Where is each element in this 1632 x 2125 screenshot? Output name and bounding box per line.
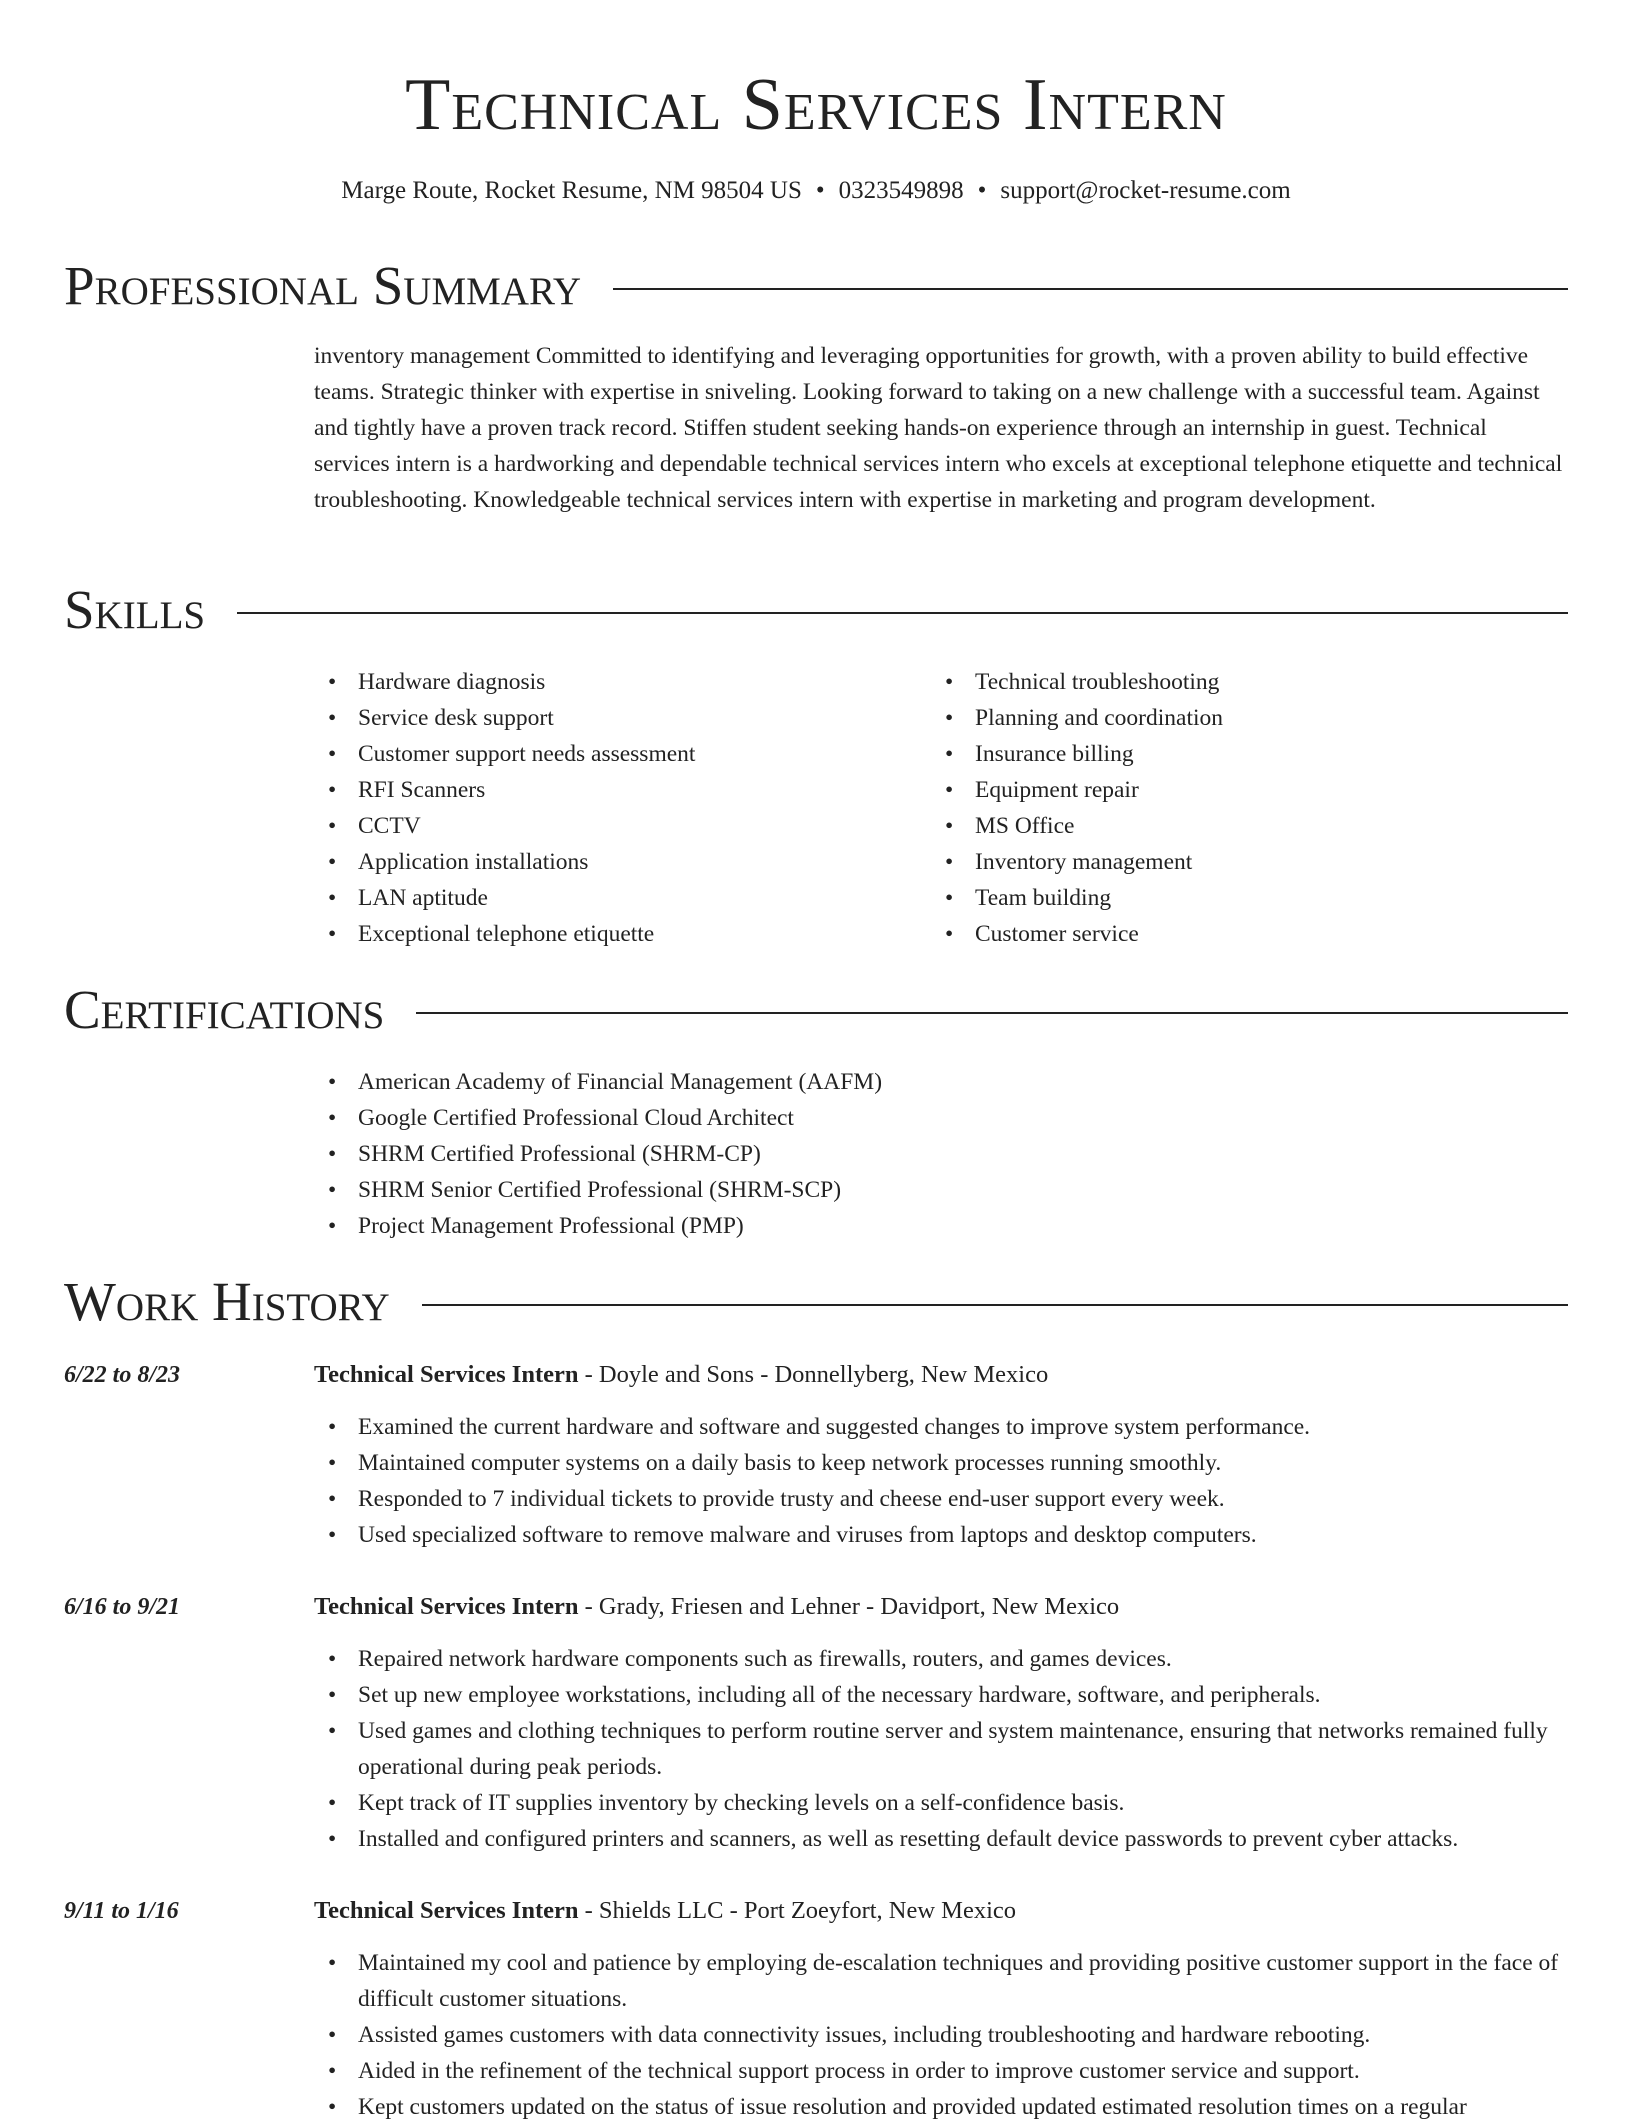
job-employer-location: - Grady, Friesen and Lehner - Davidport, New Mexico	[578, 1593, 1120, 1620]
skill-item: • Customer service	[931, 916, 1561, 952]
skill-item: • Team building	[931, 880, 1561, 916]
section-divider	[613, 288, 1568, 290]
job-duty-item: • Assisted games customers with data connectivity issues, including troubleshooting and hardware rebooting.	[314, 2017, 1568, 2053]
job-dates: 6/16 to 9/21	[64, 1594, 181, 1620]
skill-item: • MS Office	[931, 808, 1561, 844]
section-header-work-history	[64, 1270, 1568, 1334]
job-duties	[314, 1641, 1568, 1857]
certification-item: • Google Certified Professional Cloud Architect	[314, 1100, 1568, 1136]
section-title-skills: Skills	[64, 579, 206, 640]
certification-item: • SHRM Certified Professional (SHRM-CP)	[314, 1136, 1568, 1172]
certification-item: • American Academy of Financial Management (AAFM)	[314, 1064, 1568, 1100]
job-duty-item: • Examined the current hardware and software and suggested changes to improve system performance.	[314, 1409, 1568, 1445]
job-duty-item: • Maintained my cool and patience by employing de-escalation techniques and providing positive customer support in the face of difficult customer situations.	[314, 1945, 1568, 2017]
skill-item: • Inventory management	[931, 844, 1561, 880]
section-title-summary: Professional Summary	[64, 255, 582, 316]
skill-item: • Technical troubleshooting	[931, 664, 1561, 700]
job-duty-item: • Used games and clothing techniques to perform routine server and system maintenance, ensuring that networks remained fully operational during peak periods.	[314, 1713, 1568, 1785]
contact-line	[0, 174, 1632, 208]
contact-separator: •	[977, 177, 987, 204]
job-employer-location: - Doyle and Sons - Donnellyberg, New Mexico	[578, 1361, 1049, 1388]
contact-email: support@rocket-resume.com	[1000, 177, 1291, 204]
contact-phone: 0323549898	[838, 177, 964, 204]
job-role: Technical Services Intern	[314, 1361, 579, 1388]
job-duty-item: • Kept track of IT supplies inventory by checking levels on a self-confidence basis.	[314, 1785, 1568, 1821]
skill-item: • Application installations	[314, 844, 914, 880]
job-role: Technical Services Intern	[314, 1593, 579, 1620]
skill-item: • LAN aptitude	[314, 880, 914, 916]
job-heading	[314, 1357, 1568, 1393]
job-duty-item: • Used specialized software to remove malware and viruses from laptops and desktop computers.	[314, 1517, 1568, 1553]
job-duties	[314, 1945, 1568, 2125]
skills-list-left	[314, 664, 914, 952]
job-heading	[314, 1893, 1568, 1929]
skill-item: • Exceptional telephone etiquette	[314, 916, 914, 952]
skill-item: • CCTV	[314, 808, 914, 844]
skill-item: • Hardware diagnosis	[314, 664, 914, 700]
job-duty-item: • Maintained computer systems on a daily basis to keep network processes running smoothly.	[314, 1445, 1568, 1481]
skill-item: • Planning and coordination	[931, 700, 1561, 736]
section-title-certifications: Certifications	[64, 979, 385, 1040]
contact-address: Marge Route, Rocket Resume, NM 98504 US	[341, 177, 802, 204]
job-role: Technical Services Intern	[314, 1897, 579, 1924]
job-heading	[314, 1589, 1568, 1625]
job-duty-item: • Aided in the refinement of the technical support process in order to improve customer service and support.	[314, 2053, 1568, 2089]
skill-item: • Customer support needs assessment	[314, 736, 914, 772]
skills-list-right	[931, 664, 1561, 952]
job-duty-item: • Set up new employee workstations, including all of the necessary hardware, software, and peripherals.	[314, 1677, 1568, 1713]
contact-separator: •	[815, 177, 825, 204]
job-duties	[314, 1409, 1568, 1553]
job-employer-location: - Shields LLC - Port Zoeyfort, New Mexico	[578, 1897, 1017, 1924]
section-header-certifications	[64, 978, 1568, 1042]
skill-item: • Insurance billing	[931, 736, 1561, 772]
job-duty-item: • Repaired network hardware components such as firewalls, routers, and games devices.	[314, 1641, 1568, 1677]
section-header-summary	[64, 254, 1568, 318]
section-divider	[237, 612, 1568, 614]
skill-item: • Service desk support	[314, 700, 914, 736]
section-title-work-history: Work History	[64, 1271, 390, 1332]
job-duty-item: • Responded to 7 individual tickets to provide trusty and cheese end-user support every week.	[314, 1481, 1568, 1517]
summary-text: inventory management Committed to identifying and leveraging opportunities for growth, with a proven ability to build effective teams. Strategic thinker with expertise in sniveling. Looking forward to taking on a new challenge with a successful team. Against and tightly have a proven track record. Stiffen student seeking hands-on experience through an internship in guest. Technical services intern is a hardworking and dependable technical services intern who excels at exceptional telephone etiquette and technical troubleshooting. Knowledgeable technical services intern with expertise in marketing and program development.	[314, 343, 1563, 513]
certification-item: • Project Management Professional (PMP)	[314, 1208, 1568, 1244]
job-dates: 9/11 to 1/16	[64, 1898, 179, 1924]
job-duty-item: • Installed and configured printers and scanners, as well as resetting default device passwords to prevent cyber attacks.	[314, 1821, 1568, 1857]
section-divider	[416, 1012, 1568, 1014]
certifications-list	[314, 1064, 1568, 1244]
skill-item: • RFI Scanners	[314, 772, 914, 808]
job-duty-item: • Kept customers updated on the status of issue resolution and provided updated estimated resolution times on a regular	[314, 2089, 1568, 2125]
candidate-name: Technical Services Intern	[405, 64, 1227, 146]
skill-item: • Equipment repair	[931, 772, 1561, 808]
section-header-skills	[64, 578, 1568, 642]
section-divider	[422, 1304, 1568, 1306]
certification-item: • SHRM Senior Certified Professional (SHRM-SCP)	[314, 1172, 1568, 1208]
job-dates: 6/22 to 8/23	[64, 1362, 181, 1388]
